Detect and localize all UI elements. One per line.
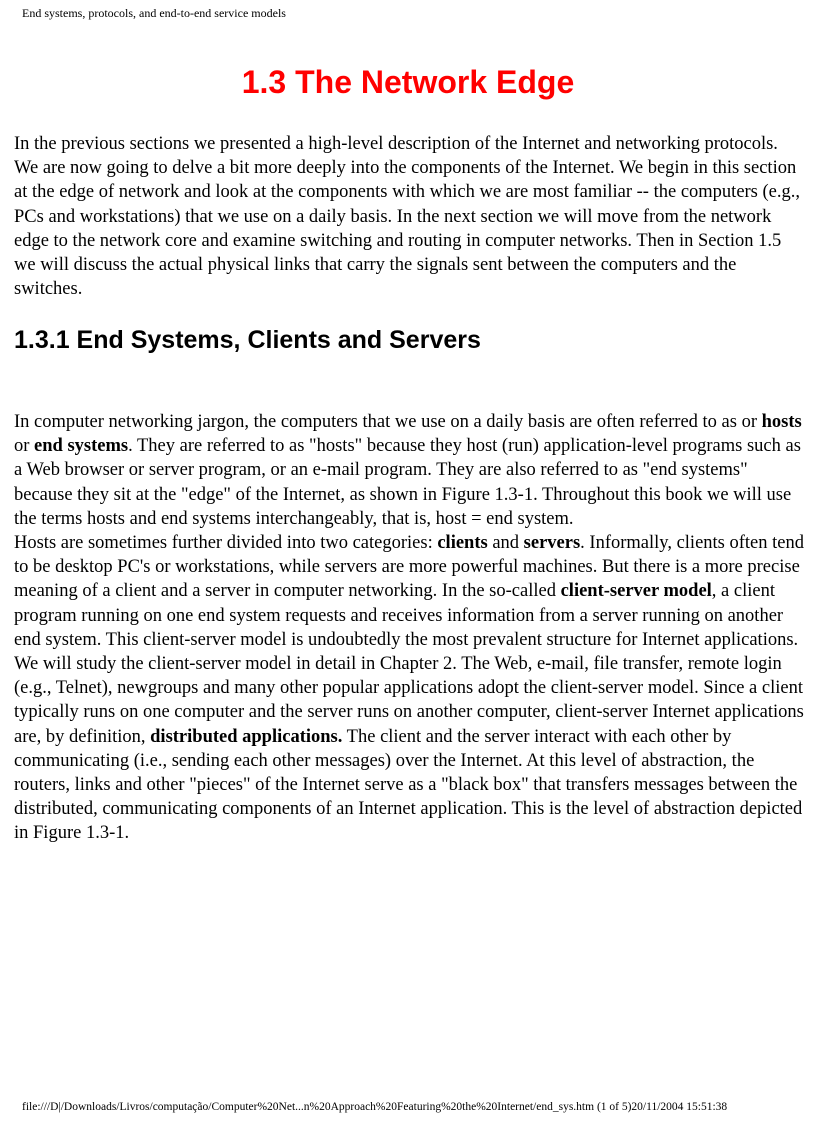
- page-title: 1.3 The Network Edge: [241, 64, 575, 100]
- intro-paragraph: In the previous sections we presented a high-level description of the Internet and networking protocols. We are now going to delve a bit more deeply into the components of the Internet. We begin in this section at the edge of network and look at the components with which we are most familiar -- the computers (e.g., PCs and workstations) that we use on a daily basis. In the next section we will move from the network edge to the network core and examine switching and routing in computer networks. Then in Section 1.5 we will discuss the actual physical links that carry the signals sent between the computers and the switches.: [14, 134, 801, 300]
- section-title: 1.3.1 End Systems, Clients and Servers: [14, 326, 481, 354]
- running-footer: file:///D|/Downloads/Livros/computação/Computer%20Net...n%20Approach%20Featuring%20the%20Internet/end_sys.htm (1 of 5)20/11/2004 15:51:38: [22, 1101, 728, 1113]
- term-end-systems: end systems: [34, 436, 129, 457]
- term-clients: clients: [437, 533, 488, 553]
- text-run: The client and the server interact with each other by communicating (i.e., sending each other messages) over the Internet. At this level of abstraction, the routers, links and other "pieces" of the Internet serve as a "black box" that transfers messages between the distributed, communicating components of an Internet application. This is the level of abstraction depicted in Figure 1.3-1.: [14, 726, 803, 844]
- text-run: In computer networking jargon, the computers that we use on a daily basis are often referred to as or: [14, 412, 762, 432]
- hosts-paragraph: [14, 410, 804, 531]
- term-distributed-applications: distributed applications.: [150, 726, 343, 747]
- text-run: . They are referred to as "hosts" because they host (run) application-level programs such as a Web browser or server program, or an e-mail program. They are also referred to as "end systems" because they sit at the "edge" of the Internet, as shown in Figure 1.3-1. Throughout this book we will use the terms hosts and end systems interchangeably, that is, host = end system.: [14, 436, 801, 529]
- term-client-server-model: client-server model: [560, 581, 712, 602]
- term-servers: servers: [523, 533, 581, 553]
- text-run: Hosts are sometimes further divided into two categories:: [14, 533, 438, 553]
- text-run: and: [487, 533, 524, 553]
- client-server-paragraph: [14, 531, 804, 846]
- text-run: or: [14, 436, 35, 457]
- text-run: , a client program running on one end system requests and receives information from a server running on another end system. This client-server model is undoubtedly the most prevalent structure for Internet applications. We will study the client-server model in detail in Chapter 2. The Web, e-mail, file transfer, remote login (e.g., Telnet), newgroups and many other popular applications adopt the client-server model. Since a client typically runs on one computer and the server runs on another computer, client-server Internet applications are, by definition,: [14, 581, 804, 747]
- running-header: End systems, protocols, and end-to-end service models: [22, 6, 286, 20]
- term-hosts: hosts: [761, 412, 802, 432]
- text-run: . Informally, clients often tend to be desktop PC's or workstations, while servers are more powerful machines. But there is a more precise meaning of a client and a server in computer networking. In the so-called: [14, 533, 804, 602]
